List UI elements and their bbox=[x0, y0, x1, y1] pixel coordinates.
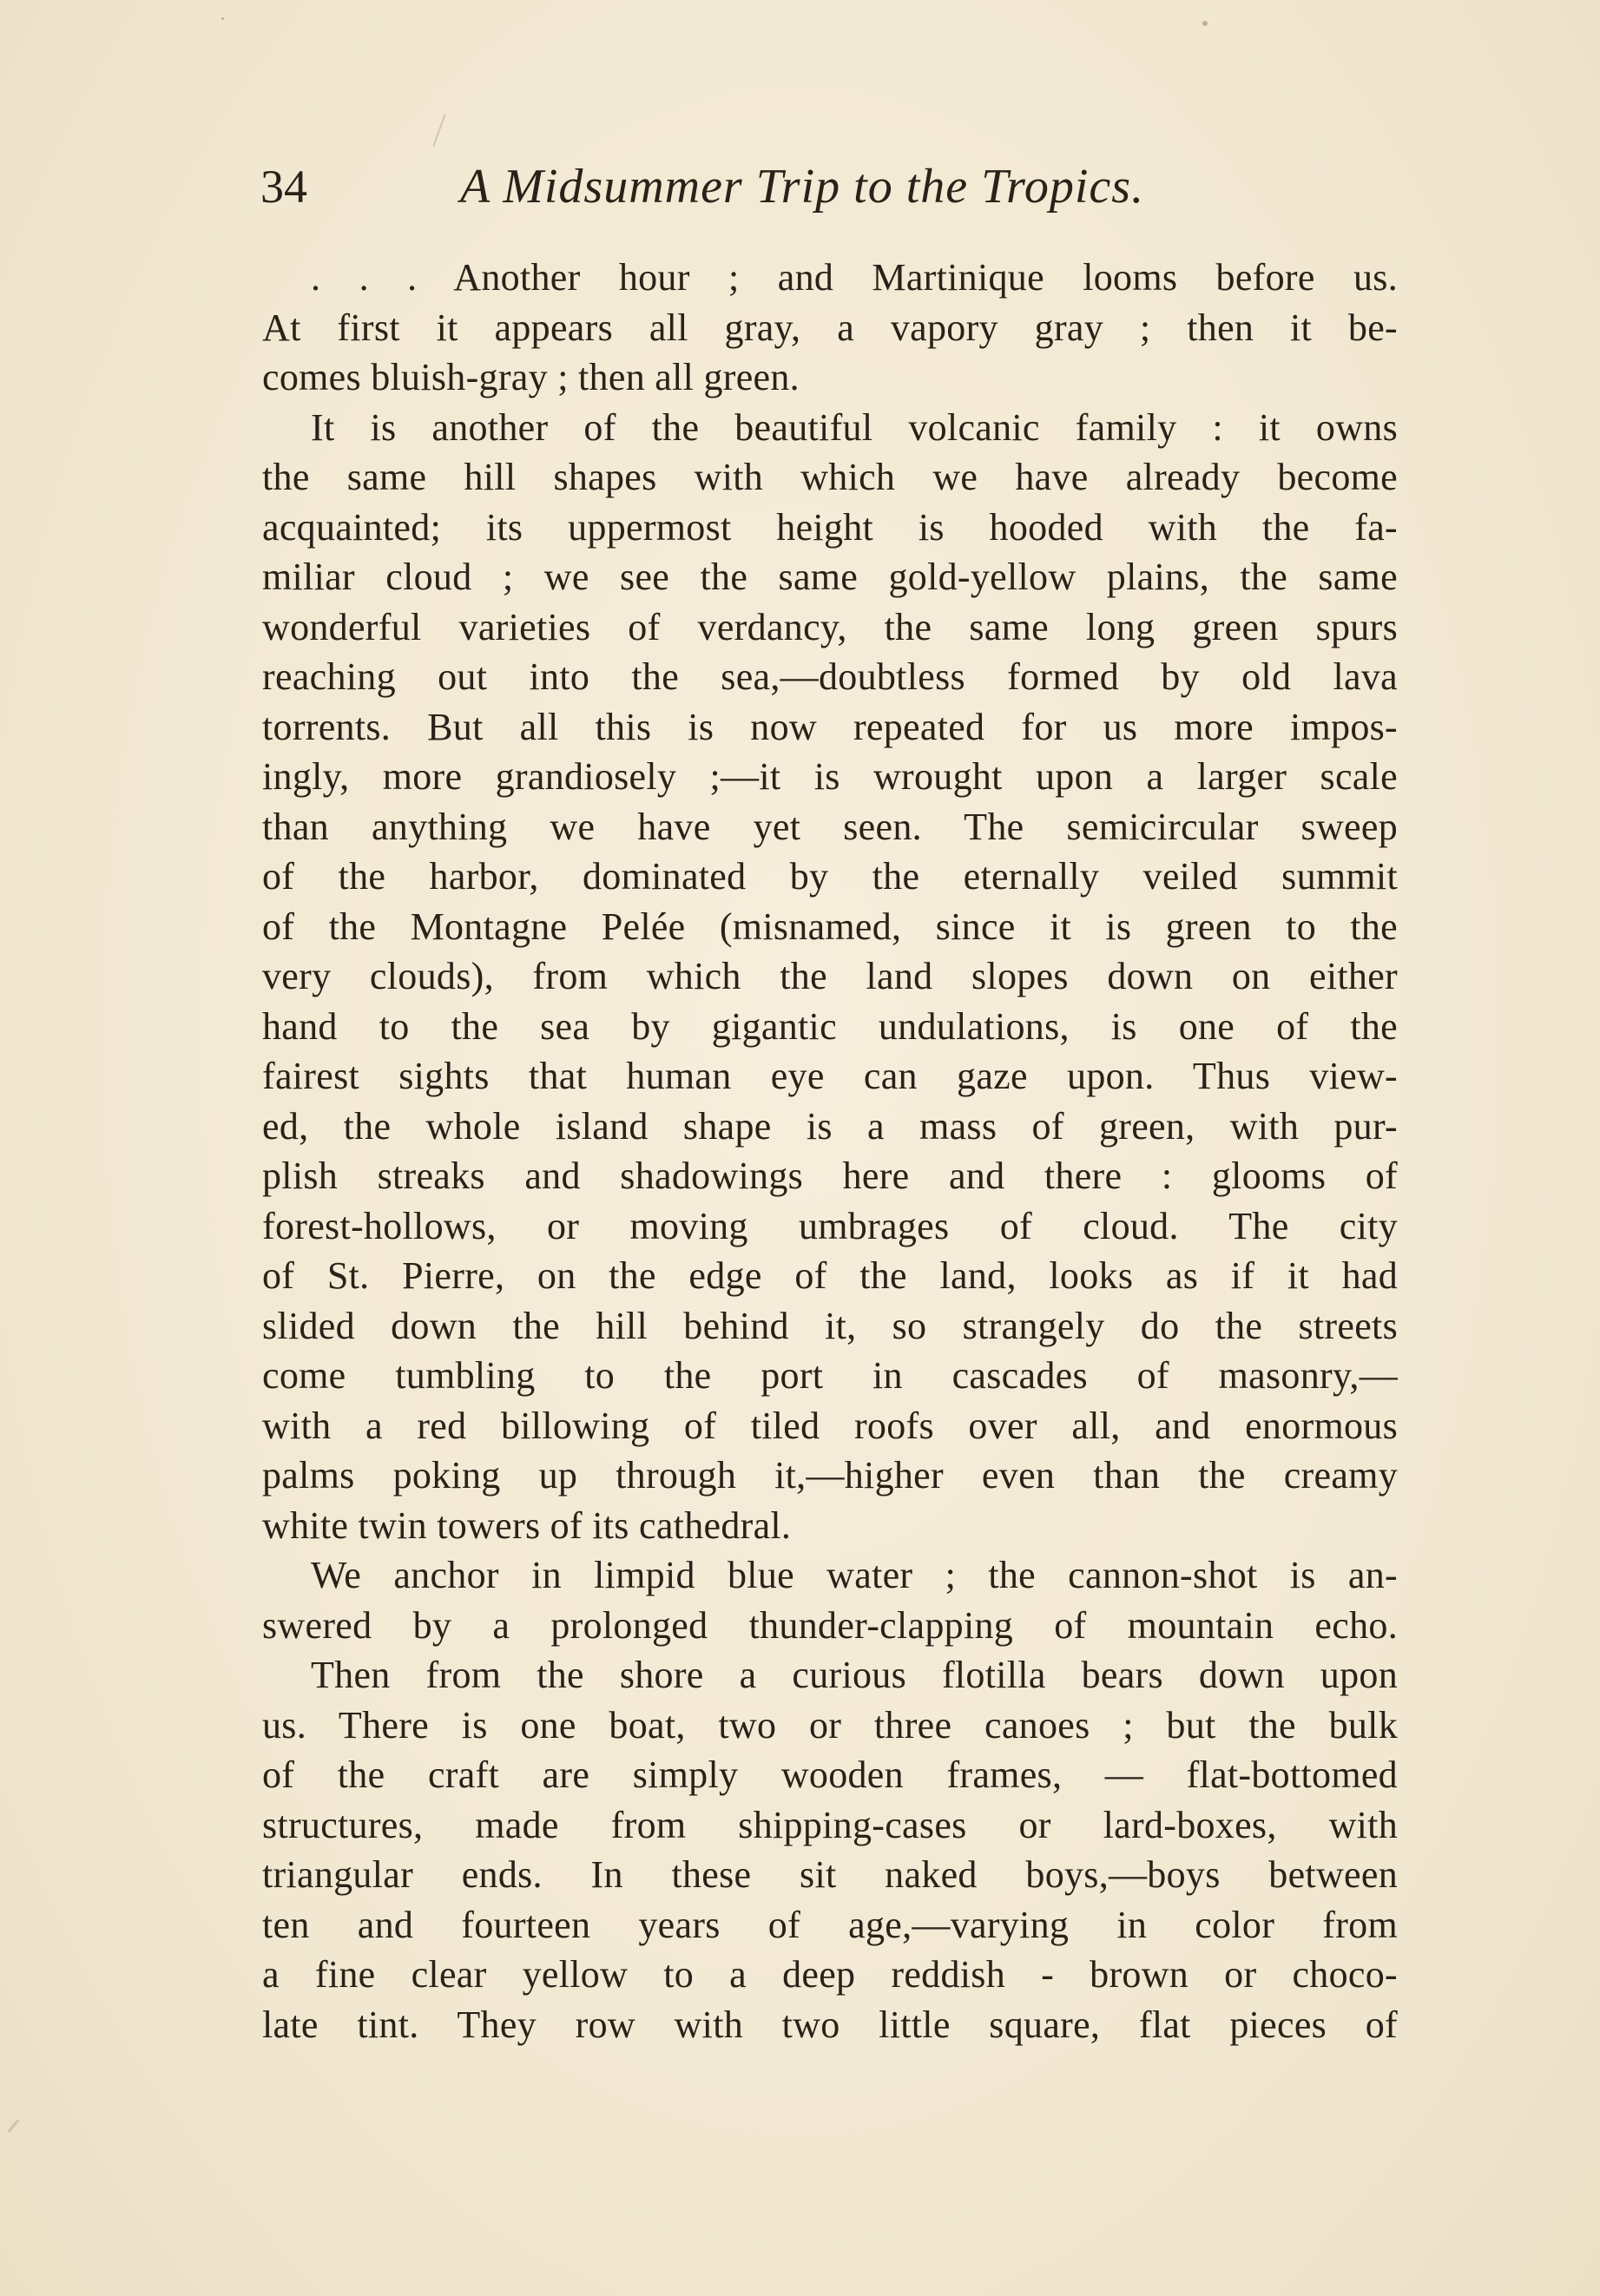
text-line: swered by a prolonged thunder-clapping of mountain echo. bbox=[262, 1603, 1398, 1647]
text-line: of the craft are simply wooden frames, — flat-bottomed bbox=[262, 1753, 1398, 1796]
text-line: fairest sights that human eye can gaze upon. Thus view- bbox=[262, 1055, 1398, 1097]
text-line: miliar cloud ; we see the same gold-yellow plains, the same bbox=[262, 556, 1398, 598]
text-line: plish streaks and shadowings here and there : glooms of bbox=[262, 1155, 1398, 1197]
running-title: A Midsummer Trip to the Tropics. bbox=[460, 160, 1145, 214]
text-line: slided down the hill behind it, so strangely do the streets bbox=[262, 1304, 1398, 1347]
text-line: than anything we have yet seen. The semicircular sweep bbox=[262, 805, 1398, 848]
text-line: with a red billowing of tiled roofs over all, and enormous bbox=[262, 1404, 1398, 1447]
text-line: structures, made from shipping-cases or lard-boxes, with bbox=[262, 1803, 1398, 1846]
text-line: ingly, more grandiosely ;—it is wrought upon a larger scale bbox=[262, 755, 1398, 798]
text-line: of the Montagne Pelée (misnamed, since it is green to the bbox=[262, 905, 1398, 948]
text-line: the same hill shapes with which we have already become bbox=[262, 456, 1398, 498]
text-line: wonderful varieties of verdancy, the same long green spurs bbox=[262, 605, 1398, 648]
paragraph bbox=[262, 403, 1398, 1551]
text-line: forest-hollows, or moving umbrages of cloud. The city bbox=[262, 1204, 1398, 1247]
text-line: of the harbor, dominated by the eternally veiled summit bbox=[262, 855, 1398, 898]
text-line: hand to the sea by gigantic undulations, is one of the bbox=[262, 1004, 1398, 1048]
paper-speck bbox=[432, 114, 446, 147]
text-line: of St. Pierre, on the edge of the land, looks as if it had bbox=[262, 1254, 1398, 1297]
text-line: palms poking up through it,—higher even than the creamy bbox=[262, 1454, 1398, 1497]
body-text bbox=[262, 253, 1398, 2049]
text-line: triangular ends. In these sit naked boys,—boys between bbox=[262, 1853, 1398, 1896]
page-number: 34 bbox=[260, 161, 307, 213]
text-line: ten and fourteen years of age,—varying in color from bbox=[262, 1903, 1398, 1946]
text-line: comes bluish-gray ; then all green. bbox=[262, 356, 800, 398]
paragraph bbox=[262, 1650, 1398, 2049]
text-line: torrents. But all this is now repeated for us more impos- bbox=[262, 705, 1398, 748]
text-line: We anchor in limpid blue water ; the cannon-shot is an- bbox=[311, 1554, 1398, 1596]
paragraph bbox=[262, 253, 1398, 403]
text-line: late tint. They row with two little square, flat pieces of bbox=[262, 2003, 1398, 2046]
text-line: very clouds), from which the land slopes down on either bbox=[262, 955, 1398, 997]
text-line: us. There is one boat, two or three canoes ; but the bulk bbox=[262, 1703, 1398, 1747]
text-line: a fine clear yellow to a deep reddish - brown or choco- bbox=[262, 1953, 1398, 1996]
text-line: It is another of the beautiful volcanic family : it owns bbox=[311, 405, 1398, 449]
page-header bbox=[260, 152, 1389, 221]
paper-speck bbox=[8, 2119, 20, 2133]
paragraph bbox=[262, 1550, 1398, 1650]
text-line: ed, the whole island shape is a mass of green, with pur- bbox=[262, 1104, 1398, 1148]
text-line: acquainted; its uppermost height is hooded with the fa- bbox=[262, 505, 1398, 549]
text-line: come tumbling to the port in cascades of masonry,— bbox=[262, 1354, 1398, 1397]
text-line: white twin towers of its cathedral. bbox=[262, 1503, 792, 1547]
paper-speck bbox=[221, 17, 224, 20]
paper-speck bbox=[1202, 21, 1208, 26]
text-line: reaching out into the sea,—doubtless formed by old lava bbox=[262, 655, 1398, 698]
text-line: Then from the shore a curious flotilla bears down upon bbox=[311, 1654, 1398, 1696]
text-line: . . . Another hour ; and Martinique looms before us. bbox=[311, 256, 1398, 299]
text-line: At first it appears all gray, a vapory gray ; then it be- bbox=[262, 306, 1398, 349]
